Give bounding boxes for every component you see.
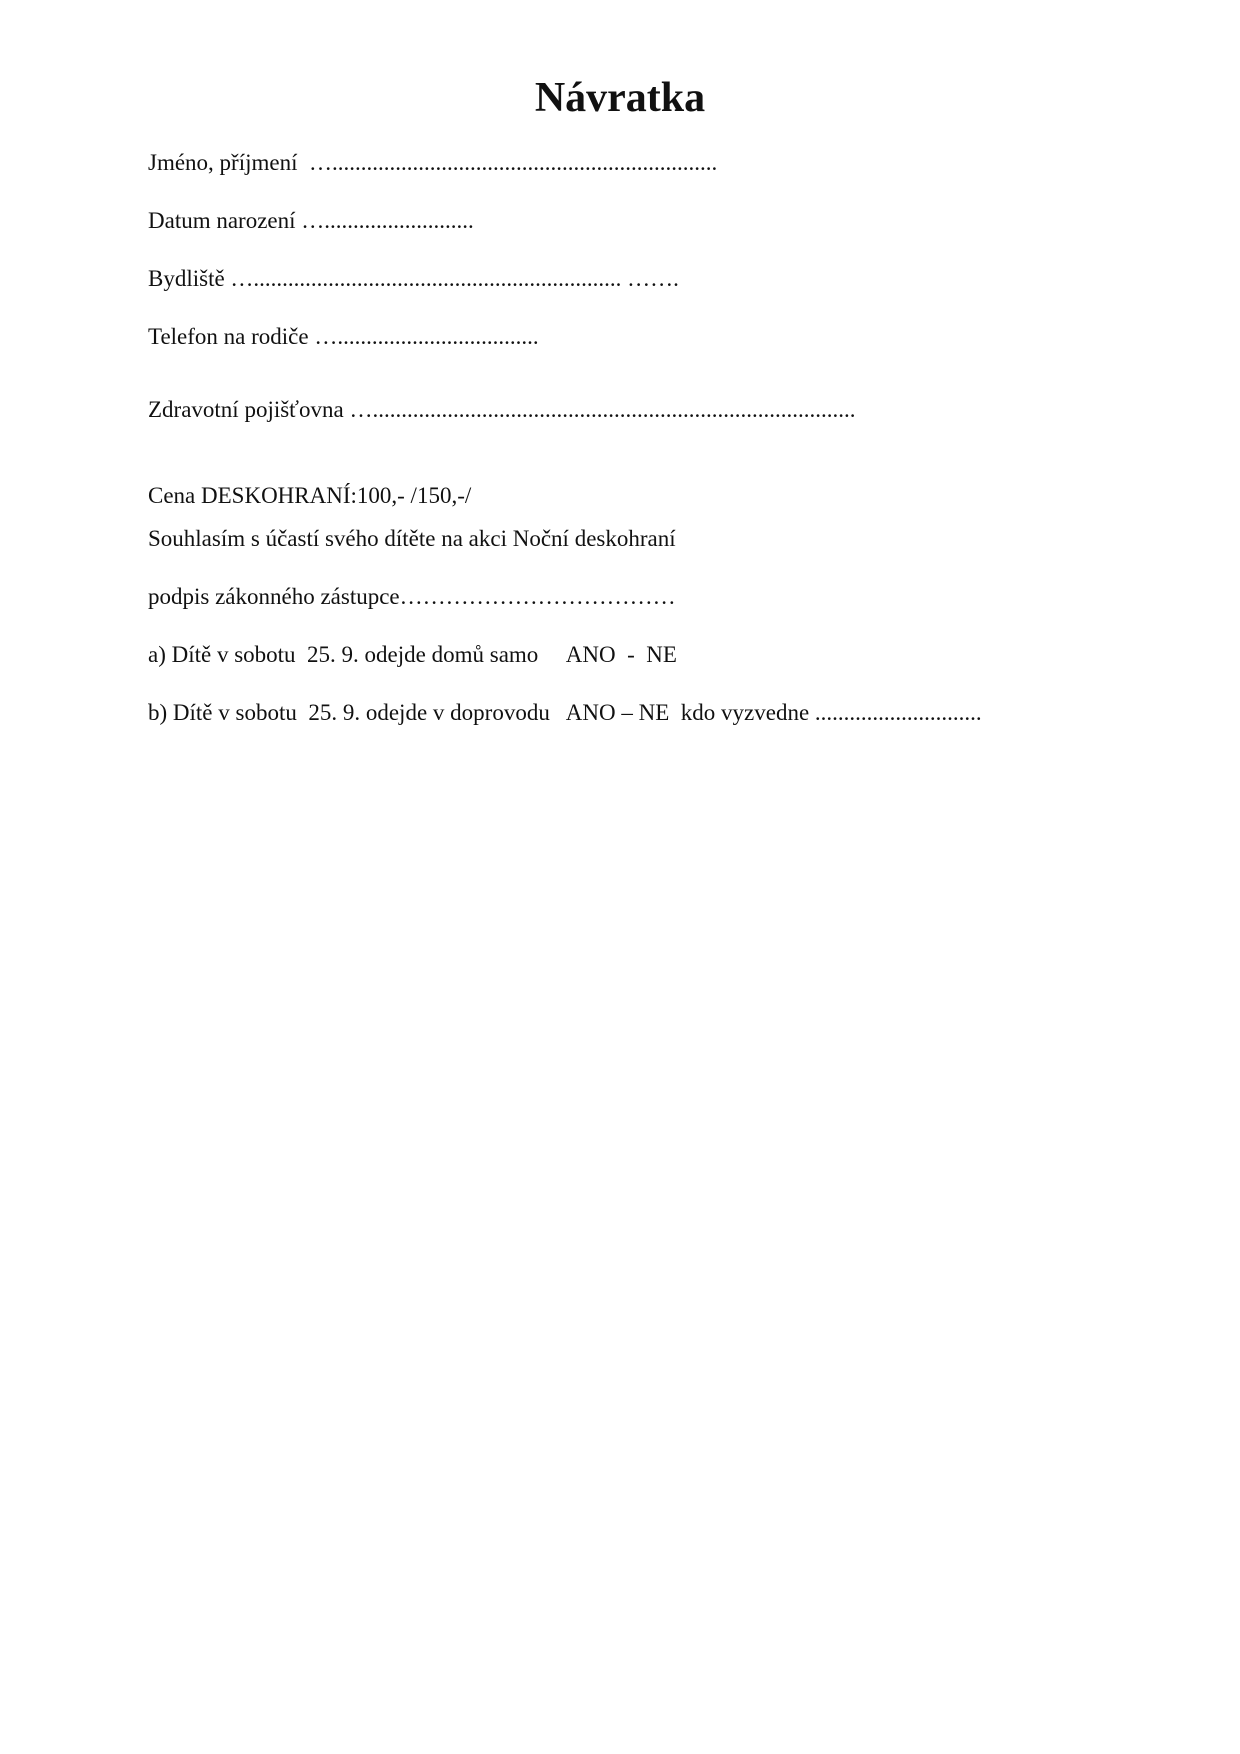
signature-line: podpis zákonného zástupce……………………………… (148, 584, 676, 609)
address-field: Bydliště …................................................................ ……. (148, 266, 679, 291)
document-title: Návratka (534, 75, 706, 121)
option-a-text: a) Dítě v sobotu 25. 9. odejde domů samo ANO - NE (148, 642, 677, 667)
consent-text: Souhlasím s účastí svého dítěte na akci Noční deskohraní (148, 526, 676, 551)
insurance-field: Zdravotní pojišťovna ….................................................................................... (148, 397, 856, 422)
birth-date-field: Datum narození ….......................... (148, 208, 474, 233)
option-b-text: b) Dítě v sobotu 25. 9. odejde v doprovodu ANO – NE kdo vyzvedne ............................. (148, 700, 982, 725)
name-field: Jméno, příjmení …................................................................... (148, 150, 718, 175)
parent-phone-field: Telefon na rodiče …................................... (148, 324, 539, 349)
price-text: Cena DESKOHRANÍ:100,- /150,-/ (148, 483, 472, 508)
